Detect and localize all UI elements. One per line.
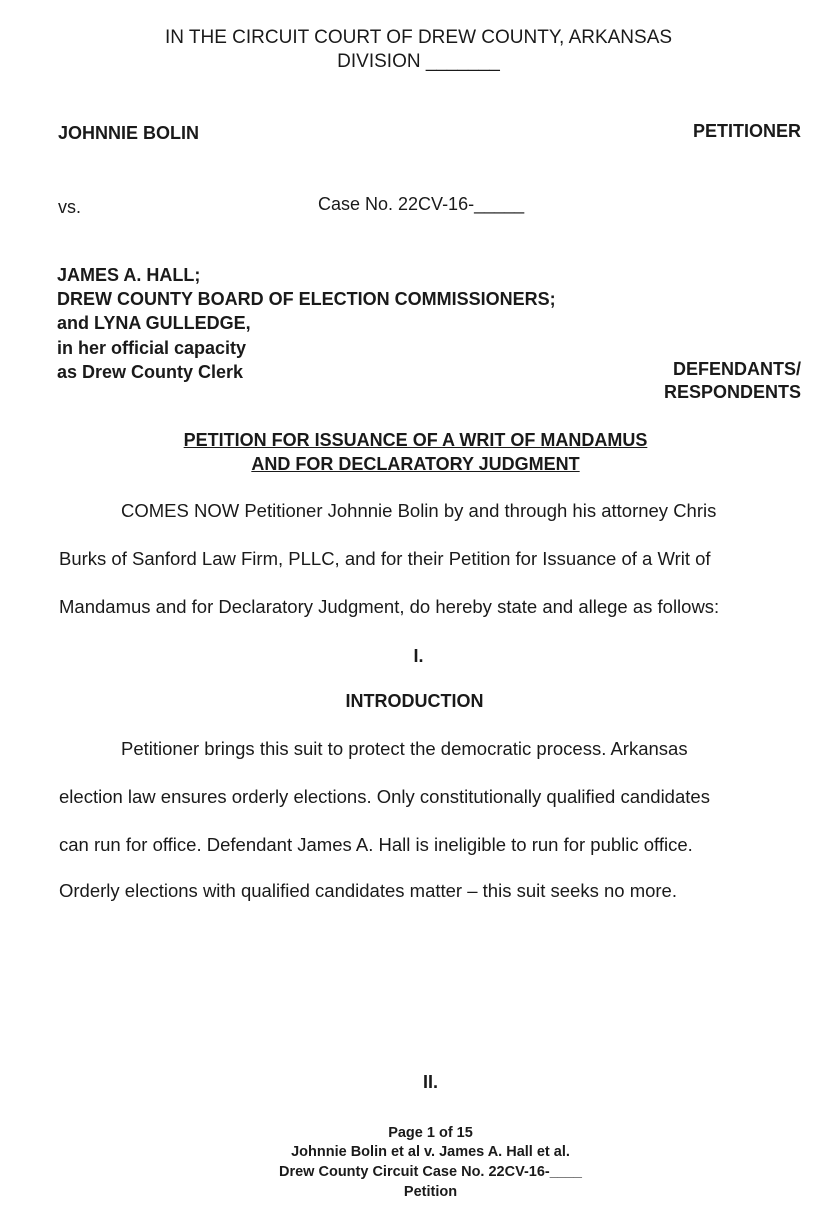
court-heading: IN THE CIRCUIT COURT OF DREW COUNTY, ARKANSAS — [164, 27, 673, 48]
footer-page-number: Page 1 of 15 — [388, 1125, 473, 1141]
footer-case-number: Drew County Circuit Case No. 22CV-16-____ — [279, 1164, 582, 1180]
paragraph-line: Orderly elections with qualified candidates matter – this suit seeks no more. — [59, 880, 677, 901]
paragraph-line: can run for office. Defendant James A. Hall is ineligible to run for public office. — [59, 834, 693, 855]
case-number: Case No. 22CV-16-_____ — [318, 194, 525, 214]
section-heading: INTRODUCTION — [345, 691, 484, 711]
defendant-line: and LYNA GULLEDGE, — [57, 313, 251, 333]
division-line: DIVISION _______ — [337, 51, 500, 72]
paragraph-line: Petitioner brings this suit to protect the democratic process. Arkansas — [121, 738, 688, 759]
petition-title: AND FOR DECLARATORY JUDGMENT — [251, 454, 580, 474]
paragraph-line: Mandamus and for Declaratory Judgment, do hereby state and allege as follows: — [59, 596, 720, 617]
petition-title: PETITION FOR ISSUANCE OF A WRIT OF MANDAMUS — [183, 430, 648, 450]
paragraph-line: Burks of Sanford Law Firm, PLLC, and for their Petition for Issuance of a Writ of — [59, 548, 711, 569]
paragraph-line: COMES NOW Petitioner Johnnie Bolin by and through his attorney Chris — [121, 500, 717, 521]
defendant-line: as Drew County Clerk — [57, 362, 244, 382]
defendant-role: DEFENDANTS/ — [672, 359, 801, 379]
footer-case-style: Johnnie Bolin et al v. James A. Hall et al. — [291, 1144, 570, 1160]
defendant-line: DREW COUNTY BOARD OF ELECTION COMMISSIONERS; — [57, 289, 556, 309]
petitioner-name: JOHNNIE BOLIN — [58, 123, 200, 143]
section-numeral: I. — [413, 646, 424, 666]
footer-document-type: Petition — [403, 1184, 458, 1200]
versus-label: vs. — [58, 197, 82, 217]
section-numeral: II. — [422, 1072, 438, 1092]
defendant-role: RESPONDENTS — [663, 382, 801, 402]
defendant-line: JAMES A. HALL; — [57, 265, 201, 285]
paragraph-line: election law ensures orderly elections. Only constitutionally qualified candidates — [59, 786, 710, 807]
defendant-line: in her official capacity — [57, 338, 247, 358]
petitioner-role: PETITIONER — [692, 121, 801, 141]
